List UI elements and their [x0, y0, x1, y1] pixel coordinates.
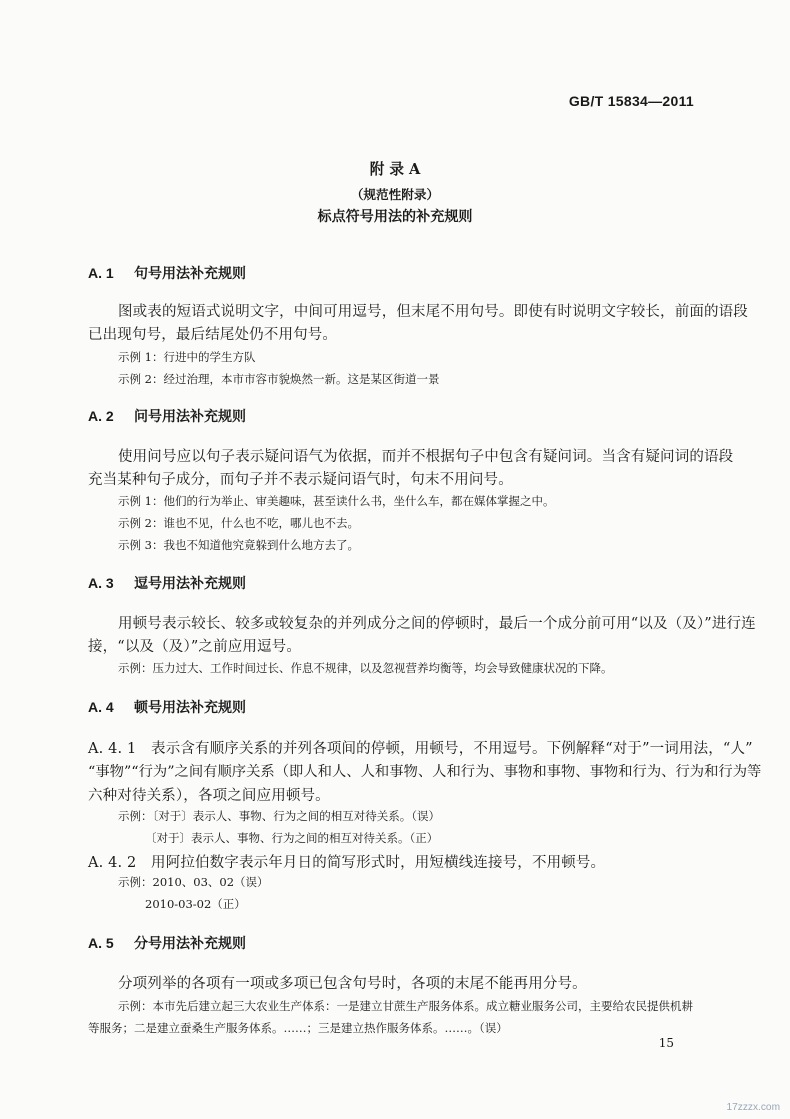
section-title: 分号用法补充规则 — [134, 936, 246, 952]
example-line: 示例：本市先后建立起三大农业生产体系：一是建立甘蔗生产服务体系。成立糖业服务公司，主要给农民提供机耕 — [118, 999, 693, 1013]
example-line: 示例：2010、03、02（误） — [118, 875, 269, 889]
paragraph-line: 分项列举的各项有一项或多项已包含句号时，各项的末尾不能再用分号。 — [118, 976, 587, 992]
paragraph-line: 使用问号应以句子表示疑问语气为依据，而并不根据句子中包含有疑问词。当含有疑问词的语段 — [118, 449, 734, 465]
paragraph-line: 六种对待关系），各项之间应用顿号。 — [88, 788, 330, 804]
section-number: A. 1 — [88, 265, 114, 281]
section-title: 顿号用法补充规则 — [134, 700, 246, 716]
section-title: 问号用法补充规则 — [134, 409, 246, 425]
example-line: 示例 1：他们的行为举止、审美趣味，甚至读什么书，坐什么车，都在媒体掌握之中。 — [118, 494, 555, 508]
example-line: 示例 2：经过治理，本市市容市貌焕然一新。这是某区街道一景 — [118, 372, 440, 386]
standard-code: GB/T 15834—2011 — [568, 93, 694, 109]
paragraph-line: 已出现句号，最后结尾处仍不用句号。 — [88, 327, 338, 343]
example-line: 示例 1：行进中的学生方队 — [118, 350, 256, 364]
watermark: 17zzzx.com — [726, 1102, 780, 1113]
section-number: A. 5 — [88, 935, 114, 951]
paragraph-line: 图或表的短语式说明文字，中间可用逗号，但末尾不用句号。即使有时说明文字较长，前面的语段 — [118, 304, 748, 320]
section-title: 句号用法补充规则 — [134, 266, 246, 282]
section-heading-a2 — [88, 406, 246, 426]
appendix-title: 附 录 A — [369, 161, 421, 178]
section-number: A. 3 — [88, 575, 114, 591]
appendix-heading: 标点符号用法的补充规则 — [317, 209, 473, 225]
subclause-a42-line: A. 4. 2 用阿拉伯数字表示年月日的简写形式时，用短横线连接号，不用顿号。 — [88, 855, 606, 871]
paragraph-line: 充当某种句子成分，而句子并不表示疑问语气时，句末不用问号。 — [88, 472, 513, 488]
paragraph-line: 用顿号表示较长、较多或较复杂的并列成分之间的停顿时，最后一个成分前可用“以及（及）”进行连 — [118, 616, 756, 632]
section-title: 逗号用法补充规则 — [134, 576, 246, 592]
appendix-normative-label: （规范性附录） — [350, 187, 440, 202]
example-line: 2010-03-02（正） — [145, 897, 246, 911]
example-line: 示例 3：我也不知道他究竟躲到什么地方去了。 — [118, 538, 359, 552]
example-line: 等服务；二是建立蚕桑生产服务体系。……；三是建立热作服务体系。……。（误） — [88, 1021, 508, 1035]
example-line: 示例 2：谁也不见，什么也不吃，哪儿也不去。 — [118, 516, 359, 530]
paragraph-line: 接，“以及（及）”之前应用逗号。 — [88, 639, 301, 655]
paragraph-line: “事物”“行为”之间有顺序关系（即人和人、人和事物、人和行为、事物和事物、事物和行为、行为和行为等 — [88, 764, 762, 780]
section-heading-a3 — [88, 573, 246, 593]
section-heading-a1 — [88, 263, 246, 283]
section-number: A. 2 — [88, 408, 114, 424]
example-line: 示例：〔对于〕表示人、事物、行为之间的相互对待关系。（误） — [118, 809, 440, 823]
example-line: 〔对于〕表示人、事物、行为之间的相互对待关系。（正） — [145, 831, 439, 845]
section-heading-a4 — [88, 697, 246, 717]
subclause-a41-line: A. 4. 1 表示含有顺序关系的并列各项间的停顿，用顿号，不用逗号。下例解释“对于”一词用法，“人” — [88, 741, 753, 757]
example-line: 示例：压力过大、工作时间过长、作息不规律，以及忽视营养均衡等，均会导致健康状况的下降。 — [118, 661, 613, 675]
section-number: A. 4 — [88, 699, 114, 715]
page-number: 15 — [658, 1036, 674, 1050]
section-heading-a5 — [88, 933, 246, 953]
